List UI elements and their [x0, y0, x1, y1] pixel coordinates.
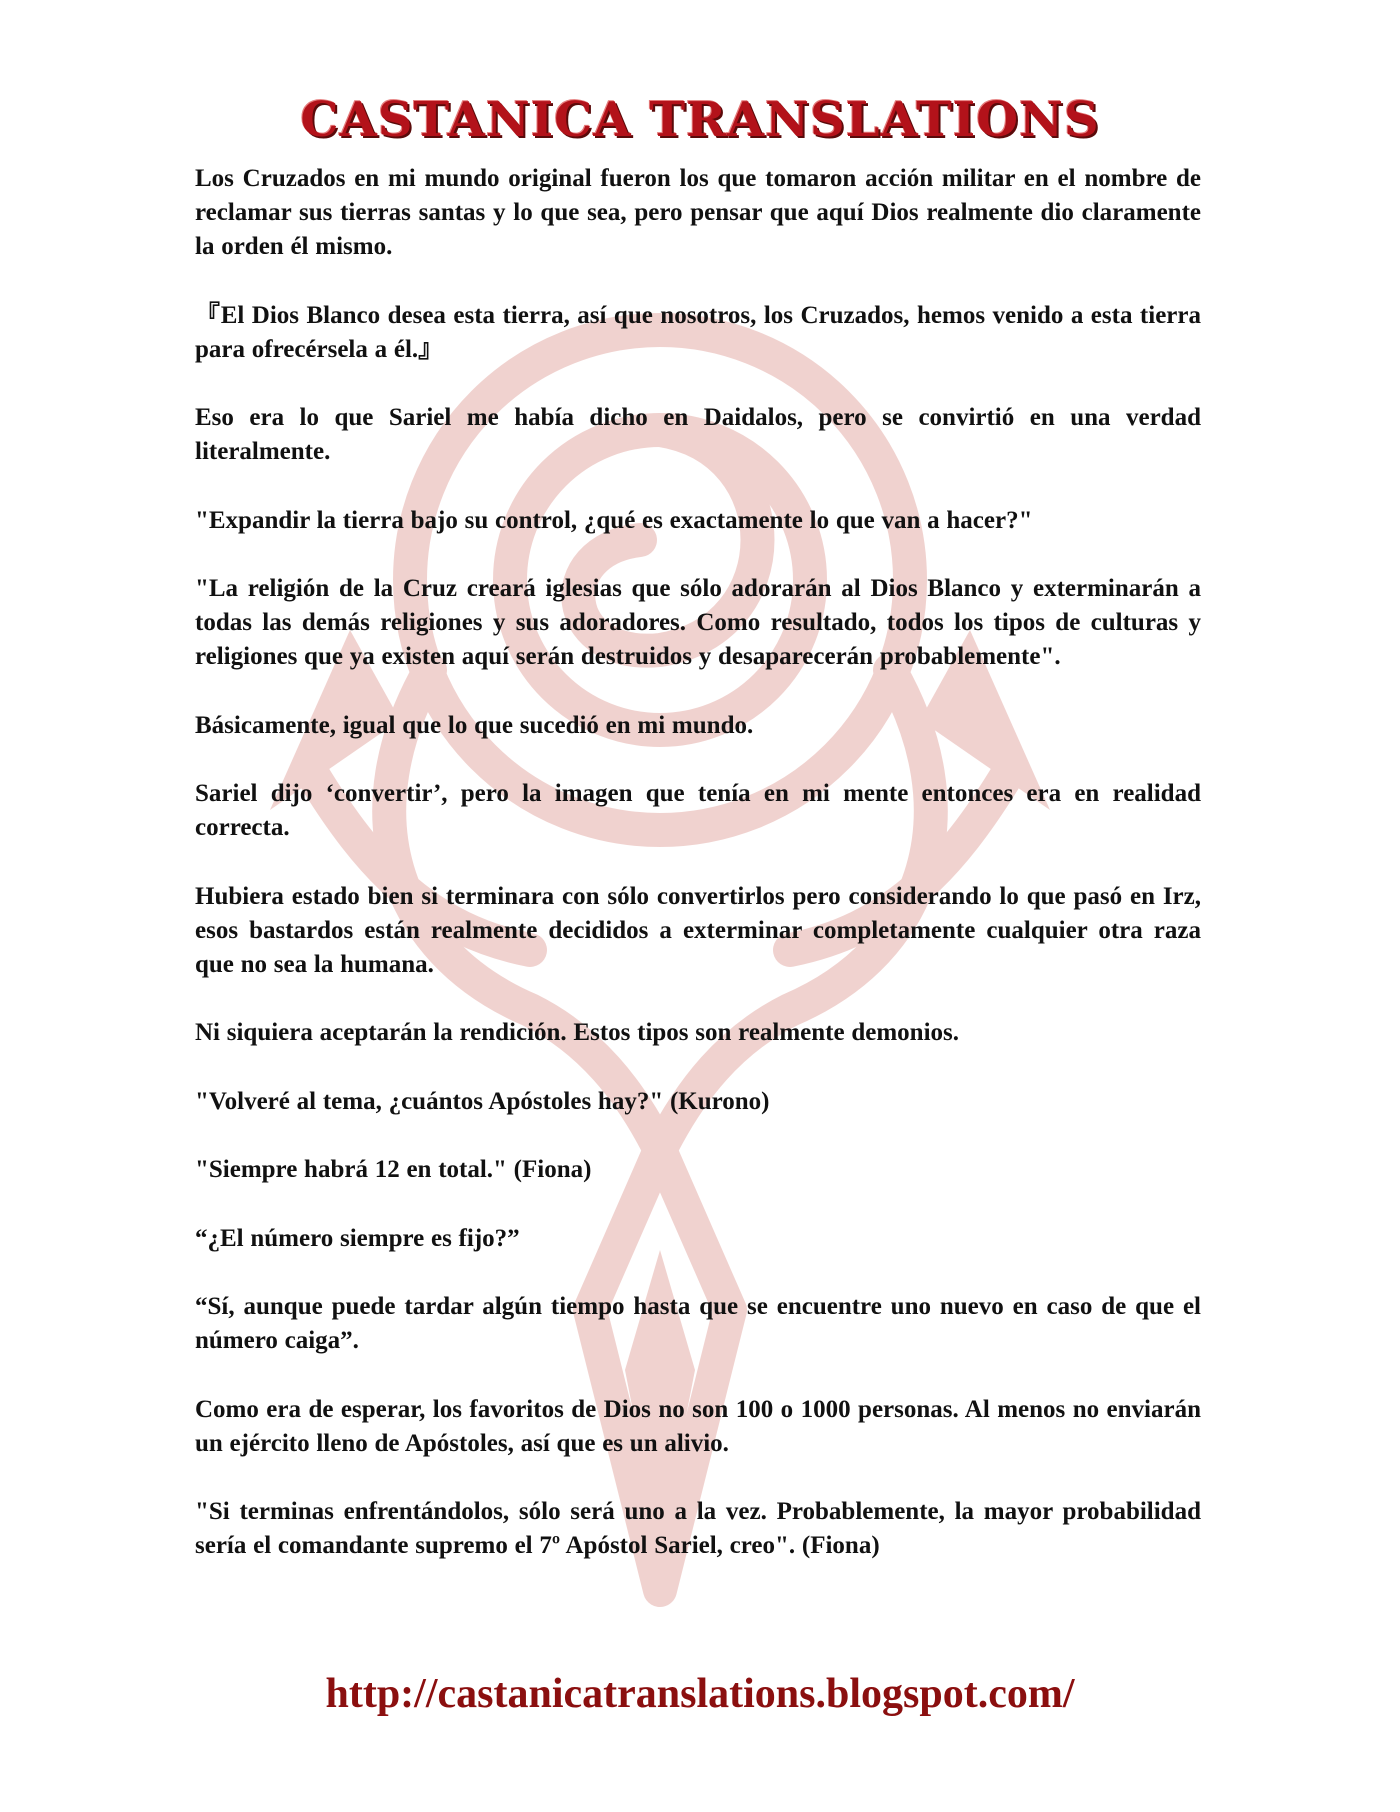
paragraph: “¿El número siempre es fijo?” [195, 1224, 520, 1252]
paragraph: Como era de esperar, los favoritos de Dios no son 100 o 1000 personas. Al menos no enviarán un ejército lleno de Apóstoles, así que es un alivio. [195, 1395, 1201, 1457]
paragraph: "Si terminas enfrentándolos, sólo será uno a la vez. Probablemente, la mayor probabilidad sería el comandante supremo el 7º Apóstol Sariel, creo". (Fiona) [195, 1498, 1201, 1559]
paragraph: "Volveré al tema, ¿cuántos Apóstoles hay?" (Kurono) [195, 1087, 770, 1115]
paragraph: “Sí, aunque puede tardar algún tiempo hasta que se encuentre uno nuevo en caso de que el número caiga”. [195, 1293, 1201, 1354]
paragraph: "Expandir la tierra bajo su control, ¿qué es exactamente lo que van a hacer?" [195, 506, 1033, 534]
paragraph: "Siempre habrá 12 en total." (Fiona) [195, 1156, 592, 1183]
document-body [195, 162, 1201, 1598]
paragraph: Eso era lo que Sariel me había dicho en Daidalos, pero se convirtió en una verdad literalmente. [195, 404, 1201, 465]
paragraph: Básicamente, igual que lo que sucedió en mi mundo. [195, 711, 754, 739]
paragraph: "La religión de la Cruz creará iglesias que sólo adorarán al Dios Blanco y exterminarán a todas las demás religiones y sus adoradores. Como resultado, todos los tipos de culturas y religiones que ya existen aquí serán destruidos y desaparecerán probablemente". [195, 575, 1201, 670]
paragraph: 『El Dios Blanco desea esta tierra, así que nosotros, los Cruzados, hemos venido a esta tierra para ofrecérsela a él.』 [195, 301, 1201, 363]
footer-url: http://castanicatranslations.blogspot.com/ [325, 1671, 1075, 1717]
paragraph: Ni siquiera aceptarán la rendición. Estos tipos son realmente demonios. [195, 1019, 960, 1046]
page-title: CASTANICA TRANSLATIONS [300, 92, 1100, 148]
paragraph: Sariel dijo ‘convertir’, pero la imagen que tenía en mi mente entonces era en realidad correcta. [195, 780, 1201, 841]
paragraph: Los Cruzados en mi mundo original fueron los que tomaron acción militar en el nombre de reclamar sus tierras santas y lo que sea, pero pensar que aquí Dios realmente dio claramente la orden él mismo. [195, 165, 1201, 260]
paragraph: Hubiera estado bien si terminara con sólo convertirlos pero considerando lo que pasó en Irz, esos bastardos están realmente decididos a exterminar completamente cualquier otra raza que no sea la humana. [195, 882, 1201, 978]
